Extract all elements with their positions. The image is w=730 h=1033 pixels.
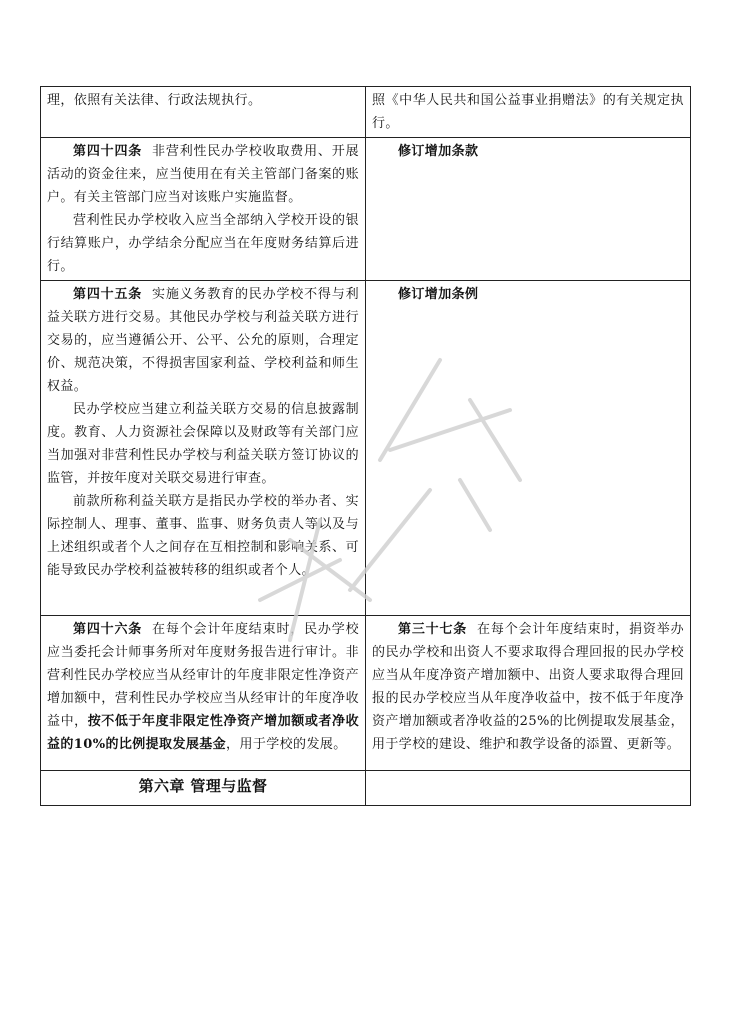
article-text-tail: ，用于学校的发展。 [226, 737, 347, 752]
revision-note: 修订增加条款 [398, 144, 479, 159]
table-row [41, 771, 691, 806]
article-number: 第四十六条 [73, 622, 143, 637]
highlighted-text: 按不低于年度非限定性净资产增加额或者净收益的10%的比例提取发展基金 [47, 714, 359, 752]
table-cell-new-provision [366, 771, 691, 806]
paragraph [47, 140, 359, 209]
table-row [41, 616, 691, 771]
table-cell-new-provision [366, 138, 691, 281]
table-row [41, 138, 691, 281]
table-row [41, 87, 691, 138]
paragraph [372, 618, 684, 756]
article-number: 第四十四条 [73, 144, 143, 159]
table-cell-old-provision [41, 281, 366, 616]
paragraph: 理，依照有关法律、行政法规执行。 [47, 93, 262, 108]
article-text: 实施义务教育的民办学校不得与利益关联方进行交易。其他民办学校与利益关联方进行交易的，应当遵循公开、公平、公允的原则，合理定价、规范决策，不得损害国家利益、学校利益和师生权益。 [47, 287, 359, 394]
article-number: 第四十五条 [73, 287, 143, 302]
table-cell-old-provision [41, 616, 366, 771]
comparison-table [40, 86, 691, 806]
chapter-heading: 第六章 管理与监督 [138, 777, 268, 795]
article-text: 在每个会计年度结束时，捐资举办的民办学校和出资人不要求取得合理回报的民办学校应当从年度净资产增加额中、出资人要求取得合理回报的民办学校应当从年度净收益中，按不低于年度净资产增加额或者净收益的25%的比例提取发展基金，用于学校的建设、维护和教学设备的添置、更新等。 [372, 622, 684, 752]
paragraph [47, 618, 359, 756]
article-text: 在每个会计年度结束时，民办学校应当委托会计师事务所对年度财务报告进行审计。非营利性民办学校应当从经审计的年度非限定性净资产增加额中，营利性民办学校应当从经审计的年度净收益中， [47, 622, 359, 729]
table-cell-new-provision [366, 87, 691, 138]
table-cell-old-provision [41, 771, 366, 806]
article-text: 非营利性民办学校收取费用、开展活动的资金往来，应当使用在有关主管部门备案的账户。有关主管部门应当对该账户实施监督。 [47, 144, 359, 205]
table-cell-old-provision [41, 87, 366, 138]
paragraph: 前款所称利益关联方是指民办学校的举办者、实际控制人、理事、董事、监事、财务负责人等以及与上述组织或者个人之间存在互相控制和影响关系、可能导致民办学校利益被转移的组织或者个人。 [47, 494, 359, 578]
table-cell-new-provision [366, 616, 691, 771]
revision-note: 修订增加条例 [398, 287, 479, 302]
table-cell-old-provision [41, 138, 366, 281]
paragraph: 民办学校应当建立利益关联方交易的信息披露制度。教育、人力资源社会保障以及财政等有关部门应当加强对非营利性民办学校与利益关联方签订协议的监管，并按年度对关联交易进行审查。 [47, 402, 359, 486]
paragraph: 照《中华人民共和国公益事业捐赠法》的有关规定执行。 [372, 93, 684, 131]
table-cell-new-provision [366, 281, 691, 616]
article-number: 第三十七条 [398, 622, 468, 637]
paragraph: 营利性民办学校收入应当全部纳入学校开设的银行结算账户，办学结余分配应当在年度财务结算后进行。 [47, 213, 359, 274]
paragraph [47, 283, 359, 398]
table-row [41, 281, 691, 616]
